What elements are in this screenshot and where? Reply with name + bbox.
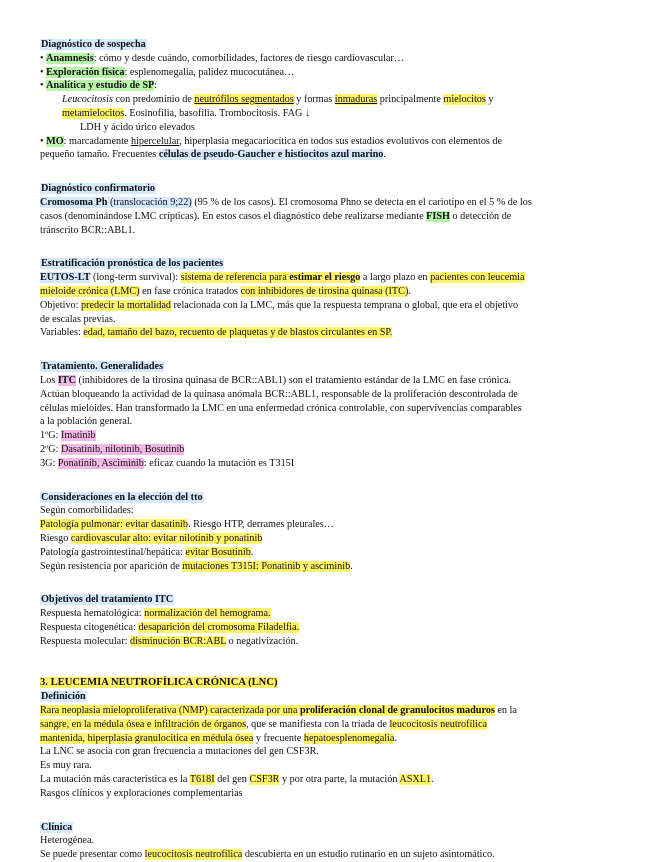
text-span: La LNC se asocia con gran frecuencia a mutaciones del gen CSF3R. xyxy=(40,746,319,758)
text-line xyxy=(40,121,618,135)
text-span: . xyxy=(250,546,254,558)
text-span: Exploración física xyxy=(46,66,125,78)
text-span: tránscrito BCR::ABL1. xyxy=(40,224,136,236)
text-line xyxy=(40,718,618,732)
text-span: edad, tamaño del bazo, recuento de plaquetas y de blastos circulantes en SP. xyxy=(83,327,393,339)
text-line xyxy=(40,224,618,238)
text-span: Variables: xyxy=(40,327,84,339)
text-span: sangre, en la médula ósea e infiltración de órganos xyxy=(40,718,247,730)
text-span: desaparición del cromosoma Filadelfia. xyxy=(138,621,300,633)
text-span: 2ºG: xyxy=(40,443,61,455)
text-span: leucocitosis neutrofílica xyxy=(389,718,488,730)
text-span: Dasatinib, nilotinib, Bosutinib xyxy=(61,443,185,455)
text-line xyxy=(40,621,618,635)
text-span: sistema de referencia para xyxy=(180,272,290,284)
section-estratificacion xyxy=(40,257,618,340)
text-span: con predominio de xyxy=(112,94,195,106)
text-span: estimar el riesgo xyxy=(289,272,361,284)
text-span: , que se manifiesta con la tríada de xyxy=(246,718,390,730)
text-span: casos (denominándose LMC crípticas). En estos casos el diagnóstico debe realizarse mediante xyxy=(40,210,427,222)
text-span: Heterogénea. xyxy=(40,835,95,847)
text-span: inmaduras xyxy=(334,94,378,106)
text-line xyxy=(40,313,618,327)
section-heading xyxy=(40,491,618,505)
text-line xyxy=(40,196,618,210)
chapter-heading xyxy=(40,676,618,690)
text-line xyxy=(40,560,618,574)
text-span: • xyxy=(40,66,47,78)
bullet-anamnesis xyxy=(40,52,618,66)
text-span: relacionada con la LMC, más que la respuesta temprana o global, que era el objetivo xyxy=(170,299,519,311)
text-span: proliferación clonal de granulocitos maduros xyxy=(299,705,495,717)
text-line xyxy=(40,148,618,162)
text-line xyxy=(40,532,618,546)
section-consideraciones xyxy=(40,491,618,574)
section-heading xyxy=(40,182,618,196)
bullet-mo xyxy=(40,135,618,149)
text-span: neutrófilos segmentados xyxy=(194,94,294,106)
section-heading xyxy=(40,360,618,374)
text-span: . xyxy=(408,285,411,297)
text-span: Respuesta molecular: xyxy=(40,635,130,647)
text-span: . xyxy=(350,560,353,572)
text-span: • xyxy=(40,135,47,147)
text-span: 1ºG: xyxy=(40,430,61,442)
text-span: disminución BCR:ABL xyxy=(129,635,227,647)
text-span: Patología gastrointestinal/hepática: xyxy=(40,546,186,558)
text-line xyxy=(40,457,618,471)
text-line xyxy=(40,93,618,107)
text-span: Rasgos clínicos y exploraciones complementarias xyxy=(40,787,243,799)
text-line xyxy=(40,285,618,299)
text-span: (95 % de los casos). El cromosoma Phno se detecta en el cariotipo en el 5 % de los xyxy=(191,196,532,208)
text-span: . Eosinofilia, basofilia. Trombocitosis. FAG ↓ xyxy=(124,107,310,119)
section-diagnostico-sospecha xyxy=(40,38,618,162)
section-tratamiento xyxy=(40,360,618,470)
text-span: Imatinib xyxy=(61,430,96,442)
text-line xyxy=(40,271,618,285)
text-span: Según resistencia por aparición de xyxy=(40,560,183,572)
text-span: leucocitosis neutrofílica xyxy=(144,849,243,861)
text-line xyxy=(40,210,618,224)
text-span: y xyxy=(485,94,494,106)
text-span: descubierta en un estudio rutinario en un sujeto asintomático. xyxy=(242,849,495,861)
text-span: Tratamiento. Generalidades xyxy=(41,361,164,373)
text-span: Patología pulmonar: evitar dasatinib xyxy=(40,519,188,531)
text-span: Leucocitosis xyxy=(62,94,113,106)
text-line xyxy=(40,635,618,649)
text-span: T618I xyxy=(189,774,215,786)
text-line xyxy=(40,107,618,121)
text-line xyxy=(40,745,618,759)
text-line xyxy=(40,326,618,340)
text-line xyxy=(40,607,618,621)
text-span: Anamnesis xyxy=(46,52,94,64)
text-line xyxy=(40,704,618,718)
text-line xyxy=(40,388,618,402)
text-span: . xyxy=(394,732,397,744)
section-lnc xyxy=(40,676,618,800)
text-span: 3. LEUCEMIA NEUTROFÍLICA CRÓNICA (LNC) xyxy=(40,677,278,689)
text-span: en la xyxy=(494,705,517,717)
text-span: y formas xyxy=(293,94,335,106)
section-heading xyxy=(40,821,618,835)
text-span: mielocitos xyxy=(443,94,486,106)
text-span: : cómo y desde cuándo, comorbilidades, factores de riesgo cardiovascular… xyxy=(93,52,405,64)
text-span: ITC xyxy=(57,374,76,386)
text-span: hipercelular xyxy=(131,135,180,147)
text-span: Es muy rara. xyxy=(40,760,92,772)
text-line xyxy=(40,504,618,518)
bullet-exploracion xyxy=(40,66,618,80)
text-line xyxy=(40,773,618,787)
text-span: (long-term survival): xyxy=(90,272,181,284)
text-span: . Riesgo HTP, derrames pleurales… xyxy=(187,519,334,531)
text-span: y frecuente xyxy=(253,732,304,744)
text-line xyxy=(40,848,618,862)
text-span: predecir la mortalidad xyxy=(81,299,171,311)
text-span: : xyxy=(154,80,158,92)
text-span: : eficaz cuando la mutación es T315I xyxy=(143,457,295,469)
section-diagnostico-confirmatorio xyxy=(40,182,618,237)
text-span: principalmente xyxy=(377,94,444,106)
text-span: FISH xyxy=(426,210,450,222)
section-heading xyxy=(40,38,618,52)
text-line xyxy=(40,299,618,313)
text-line xyxy=(40,759,618,773)
text-span: normalización del hemograma. xyxy=(144,608,271,620)
text-span: . xyxy=(431,774,434,786)
text-span: La mutación más característica es la xyxy=(40,774,190,786)
section-heading xyxy=(40,257,618,271)
text-span: del gen xyxy=(214,774,250,786)
text-span: . xyxy=(383,149,386,161)
text-span: Definición xyxy=(41,691,86,703)
text-span: ASXL1 xyxy=(399,774,432,786)
text-span: EUTOS-LT xyxy=(40,272,91,284)
text-span: o negativización. xyxy=(226,635,299,647)
text-span: • xyxy=(40,52,47,64)
text-span: Cromosoma Ph xyxy=(40,196,108,208)
text-span: (inhibidores de la tirosina quinasa de BCR::ABL1) son el tratamiento estándar de la LMC en fase crónica. xyxy=(75,374,512,386)
text-span: con inhibidores de tirosina quinasa (ITC) xyxy=(240,285,409,297)
section-heading xyxy=(40,690,618,704)
text-span: células mieloides. Han transformado la LMC en una enfermedad crónica controlable, con supervivencias comparables xyxy=(40,402,522,414)
text-span: metamielocitos xyxy=(62,107,125,119)
text-span: a la población general. xyxy=(40,416,133,428)
text-line xyxy=(40,429,618,443)
text-line xyxy=(40,374,618,388)
text-line xyxy=(40,732,618,746)
text-span: Respuesta hematológica: xyxy=(40,608,145,620)
text-span: o detección de xyxy=(449,210,512,222)
text-span: de escalas previas. xyxy=(40,313,116,325)
text-span: mieloide crónica (LMC) xyxy=(40,285,140,297)
text-span: células de pseudo-Gaucher e histiocitos azul marino xyxy=(158,149,384,161)
text-span: evitar Bosutinib xyxy=(185,546,251,558)
text-line xyxy=(40,546,618,560)
text-line xyxy=(40,443,618,457)
text-line xyxy=(40,834,618,848)
text-span: (translocación 9;22) xyxy=(107,196,192,208)
text-span: Actúan bloqueando la actividad de la quinasa anómala BCR::ABL1, responsable de la proliferación descontrolada de xyxy=(40,388,518,400)
text-span: hepatoesplenomegalia xyxy=(303,732,395,744)
text-line xyxy=(40,518,618,532)
text-span: Según comorbilidades: xyxy=(40,505,134,517)
text-span: Riesgo xyxy=(40,532,71,544)
text-span: Se puede presentar como xyxy=(40,849,145,861)
text-span: Clínica xyxy=(41,821,73,833)
text-span: Objetivo: xyxy=(40,299,82,311)
text-line xyxy=(40,402,618,416)
text-span: 3G: xyxy=(40,457,58,469)
text-span: Objetivos del tratamiento ITC xyxy=(41,594,174,606)
text-line xyxy=(40,415,618,429)
text-span: Rara neoplasia mieloproliferativa (NMP) caracterizada por una xyxy=(40,705,300,717)
text-span: Estratificación pronóstica de los pacientes xyxy=(41,258,224,270)
text-span: : esplenomegalia, palidez mucocutánea… xyxy=(124,66,295,78)
text-span: Consideraciones en la elección del tto xyxy=(41,491,203,503)
text-span: Respuesta citogenética: xyxy=(40,621,139,633)
text-span: a largo plazo en xyxy=(360,272,431,284)
text-span: Los xyxy=(40,374,58,386)
text-span: mutaciones T315I: Ponatinib y asciminib xyxy=(182,560,351,572)
text-span: cardiovascular alto: evitar nilotinib y ponatinib xyxy=(70,532,263,544)
text-span: LDH y ácido úrico elevados xyxy=(80,121,195,133)
text-span: en fase crónica tratados xyxy=(139,285,241,297)
text-span: pacientes con leucemia xyxy=(430,272,525,284)
text-span: Analítica y estudio de SP xyxy=(46,80,155,92)
section-heading xyxy=(40,593,618,607)
text-span: MO xyxy=(46,135,64,147)
text-line xyxy=(40,787,618,801)
text-span: CSF3R xyxy=(249,774,280,786)
section-clinica xyxy=(40,821,618,862)
text-span: mantenida, hiperplasia granulocítica en médula ósea xyxy=(40,732,254,744)
text-span: Diagnóstico confirmatorio xyxy=(41,183,156,195)
section-objetivos xyxy=(40,593,618,648)
text-span: y por otra parte, la mutación xyxy=(279,774,400,786)
text-span: Ponatinib, Asciminib xyxy=(57,457,144,469)
text-span: pequeño tamaño. Frecuentes xyxy=(40,149,159,161)
document-page xyxy=(40,38,618,862)
text-span: • xyxy=(40,80,47,92)
text-span: : marcadamente xyxy=(63,135,131,147)
text-span: Diagnóstico de sospecha xyxy=(41,39,146,50)
text-span: , hiperplasia megacariocítica en todos sus estadios evolutivos con elementos de xyxy=(179,135,503,147)
bullet-analitica xyxy=(40,79,618,93)
